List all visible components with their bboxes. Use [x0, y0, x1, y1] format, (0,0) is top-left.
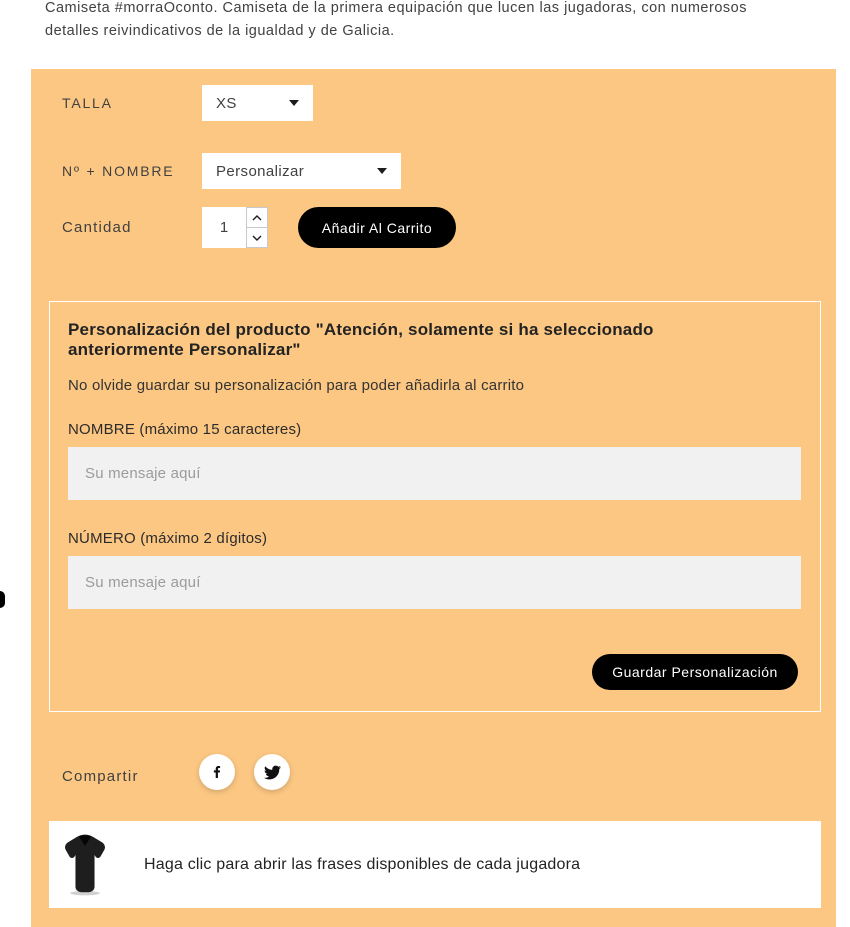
size-label: TALLA [62, 95, 113, 111]
quantity-label: Cantidad [62, 219, 132, 236]
product-description: Camiseta #morraOconto. Camiseta de la primera equipación que lucen las jugadoras, con numerosos detalles reivindicativos de la igualdad y de Galicia. [45, 0, 747, 39]
facebook-icon [209, 764, 225, 780]
player-phrases-banner[interactable] [49, 821, 821, 908]
quantity-input[interactable] [202, 207, 246, 248]
tshirt-icon [59, 831, 111, 899]
tshirt-thumbnail [59, 831, 111, 899]
quantity-decrease-button[interactable] [247, 228, 267, 247]
personalization-title: Personalización del producto "Atención, solamente si ha seleccionado anteriormente Personalizar" [68, 320, 654, 359]
chevron-up-icon [252, 215, 262, 221]
add-to-cart-button[interactable]: Añadir Al Carrito [298, 207, 456, 248]
name-field-label: NOMBRE (máximo 15 caracteres) [68, 421, 302, 438]
quantity-stepper [246, 207, 268, 248]
chevron-down-icon [289, 100, 299, 106]
personalization-note: No olvide guardar su personalización para poder añadirla al carrito [68, 377, 525, 394]
customization-selected-value: Personalizar [216, 162, 305, 180]
size-select[interactable] [202, 85, 313, 121]
personalization-card [49, 301, 821, 712]
quantity-increase-button[interactable] [247, 208, 267, 228]
share-label: Compartir [62, 767, 139, 785]
left-edge-tab[interactable] [0, 591, 5, 608]
size-selected-value: XS [216, 94, 237, 112]
chevron-down-icon [252, 235, 262, 241]
player-phrases-text: Haga clic para abrir las frases disponibles de cada jugadora [144, 855, 581, 873]
share-twitter-button[interactable] [254, 754, 290, 790]
save-personalization-button[interactable]: Guardar Personalización [592, 654, 798, 690]
number-field-input[interactable] [68, 556, 801, 609]
share-facebook-button[interactable] [199, 754, 235, 790]
chevron-down-icon [377, 168, 387, 174]
number-field-label: NÚMERO (máximo 2 dígitos) [68, 530, 268, 547]
customization-select[interactable] [202, 153, 401, 189]
twitter-icon [264, 765, 281, 780]
name-field-input[interactable] [68, 447, 801, 500]
customization-label: Nº + NOMBRE [62, 163, 175, 179]
